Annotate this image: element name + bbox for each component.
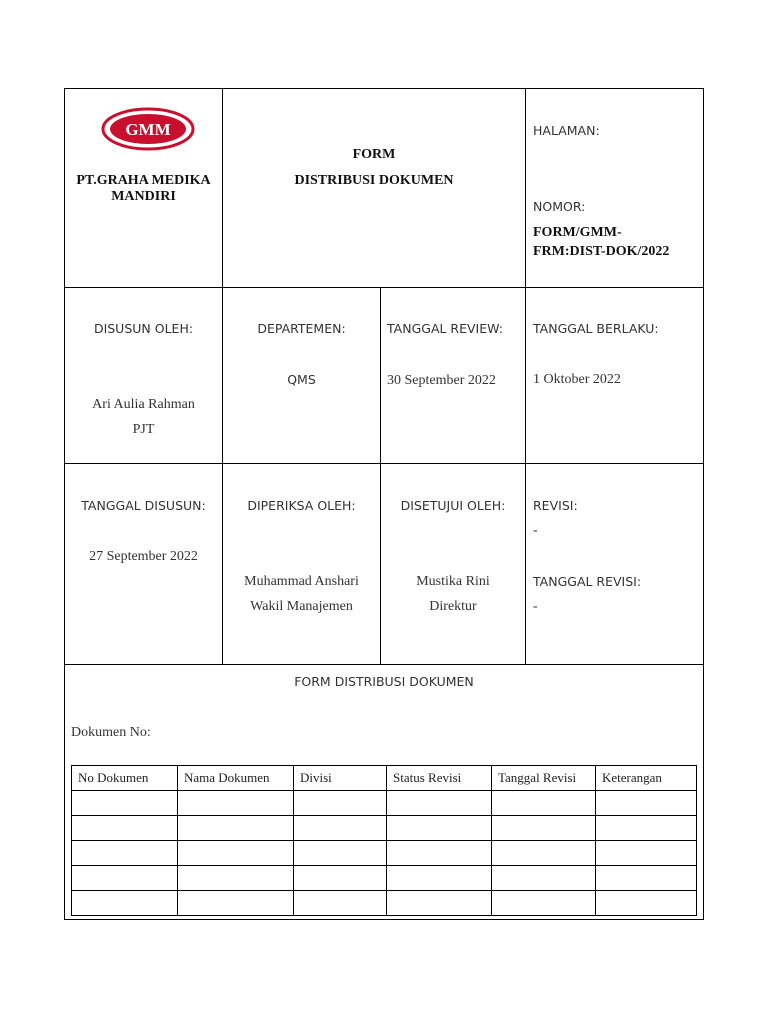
revisi-value: - bbox=[533, 523, 538, 538]
table-cell[interactable] bbox=[72, 891, 178, 916]
table-cell[interactable] bbox=[178, 791, 294, 816]
table-cell[interactable] bbox=[387, 866, 492, 891]
document-form bbox=[64, 88, 704, 920]
disetujui-role: Direktur bbox=[429, 599, 477, 614]
company-logo bbox=[101, 107, 195, 151]
column-header: Status Revisi bbox=[387, 766, 492, 791]
diperiksa-name: Muhammad Anshari bbox=[244, 574, 359, 589]
table-cell[interactable] bbox=[596, 791, 697, 816]
disusun-name: Ari Aulia Rahman bbox=[92, 397, 195, 412]
table-cell[interactable] bbox=[596, 841, 697, 866]
disetujui-name: Mustika Rini bbox=[416, 574, 490, 589]
tgl-disusun-value: 27 September 2022 bbox=[89, 549, 198, 564]
disusun-role: PJT bbox=[132, 422, 155, 437]
table-cell[interactable] bbox=[387, 816, 492, 841]
table-cell[interactable] bbox=[492, 816, 596, 841]
table-cell[interactable] bbox=[596, 816, 697, 841]
table-cell[interactable] bbox=[492, 841, 596, 866]
nomor-label: NOMOR: bbox=[533, 199, 586, 214]
svg-text:GMM: GMM bbox=[125, 120, 171, 139]
divider bbox=[525, 89, 526, 664]
table-row bbox=[72, 816, 697, 841]
departemen-label: DEPARTEMEN: bbox=[257, 321, 346, 336]
table-cell[interactable] bbox=[178, 866, 294, 891]
halaman-label: HALAMAN: bbox=[533, 123, 600, 138]
table-row bbox=[72, 866, 697, 891]
table-cell[interactable] bbox=[294, 816, 387, 841]
table-cell[interactable] bbox=[294, 866, 387, 891]
table-cell[interactable] bbox=[178, 891, 294, 916]
table-cell[interactable] bbox=[178, 816, 294, 841]
table-cell[interactable] bbox=[178, 841, 294, 866]
table-cell[interactable] bbox=[492, 791, 596, 816]
disusun-label: DISUSUN OLEH: bbox=[93, 321, 194, 336]
table-cell[interactable] bbox=[387, 841, 492, 866]
table-cell[interactable] bbox=[72, 866, 178, 891]
form-title-line1: FORM bbox=[352, 147, 396, 162]
table-cell[interactable] bbox=[294, 841, 387, 866]
diperiksa-role: Wakil Manajemen bbox=[250, 599, 353, 614]
table-cell[interactable] bbox=[492, 866, 596, 891]
divider bbox=[65, 463, 703, 464]
table-cell[interactable] bbox=[492, 891, 596, 916]
berlaku-label: TANGGAL BERLAKU: bbox=[533, 321, 659, 336]
tgl-disusun-label: TANGGAL DISUSUN: bbox=[81, 498, 206, 513]
berlaku-value: 1 Oktober 2022 bbox=[533, 372, 621, 387]
table-row bbox=[72, 841, 697, 866]
review-label: TANGGAL REVIEW: bbox=[387, 321, 503, 336]
table-cell[interactable] bbox=[387, 891, 492, 916]
revisi-label: REVISI: bbox=[533, 498, 578, 513]
divider bbox=[65, 287, 703, 288]
column-header: No Dokumen bbox=[72, 766, 178, 791]
table-cell[interactable] bbox=[387, 791, 492, 816]
disetujui-label: DISETUJUI OLEH: bbox=[400, 498, 506, 513]
column-header: Tanggal Revisi bbox=[492, 766, 596, 791]
departemen-value: QMS bbox=[287, 372, 316, 387]
table-cell[interactable] bbox=[596, 866, 697, 891]
column-header: Keterangan bbox=[596, 766, 697, 791]
company-name: PT.GRAHA MEDIKA MANDIRI bbox=[76, 173, 211, 204]
tgl-revisi-label: TANGGAL REVISI: bbox=[533, 574, 642, 589]
column-header: Divisi bbox=[294, 766, 387, 791]
table-row bbox=[72, 891, 697, 916]
dokumen-no-label: Dokumen No: bbox=[71, 725, 151, 740]
table-cell[interactable] bbox=[72, 791, 178, 816]
form-title-line2: DISTRIBUSI DOKUMEN bbox=[294, 173, 454, 188]
tgl-revisi-value: - bbox=[533, 599, 538, 614]
table-cell[interactable] bbox=[294, 891, 387, 916]
table-cell[interactable] bbox=[72, 816, 178, 841]
nomor-value-line1: FORM/GMM- bbox=[533, 225, 622, 240]
diperiksa-label: DIPERIKSA OLEH: bbox=[247, 498, 356, 513]
table-cell[interactable] bbox=[72, 841, 178, 866]
section-title: FORM DISTRIBUSI DOKUMEN bbox=[294, 674, 474, 689]
table-row bbox=[72, 791, 697, 816]
review-value: 30 September 2022 bbox=[387, 373, 496, 388]
distribution-table bbox=[71, 765, 697, 916]
nomor-value-line2: FRM:DIST-DOK/2022 bbox=[533, 244, 670, 259]
divider bbox=[65, 664, 703, 665]
table-cell[interactable] bbox=[596, 891, 697, 916]
table-header-row bbox=[72, 766, 697, 791]
table-cell[interactable] bbox=[294, 791, 387, 816]
column-header: Nama Dokumen bbox=[178, 766, 294, 791]
